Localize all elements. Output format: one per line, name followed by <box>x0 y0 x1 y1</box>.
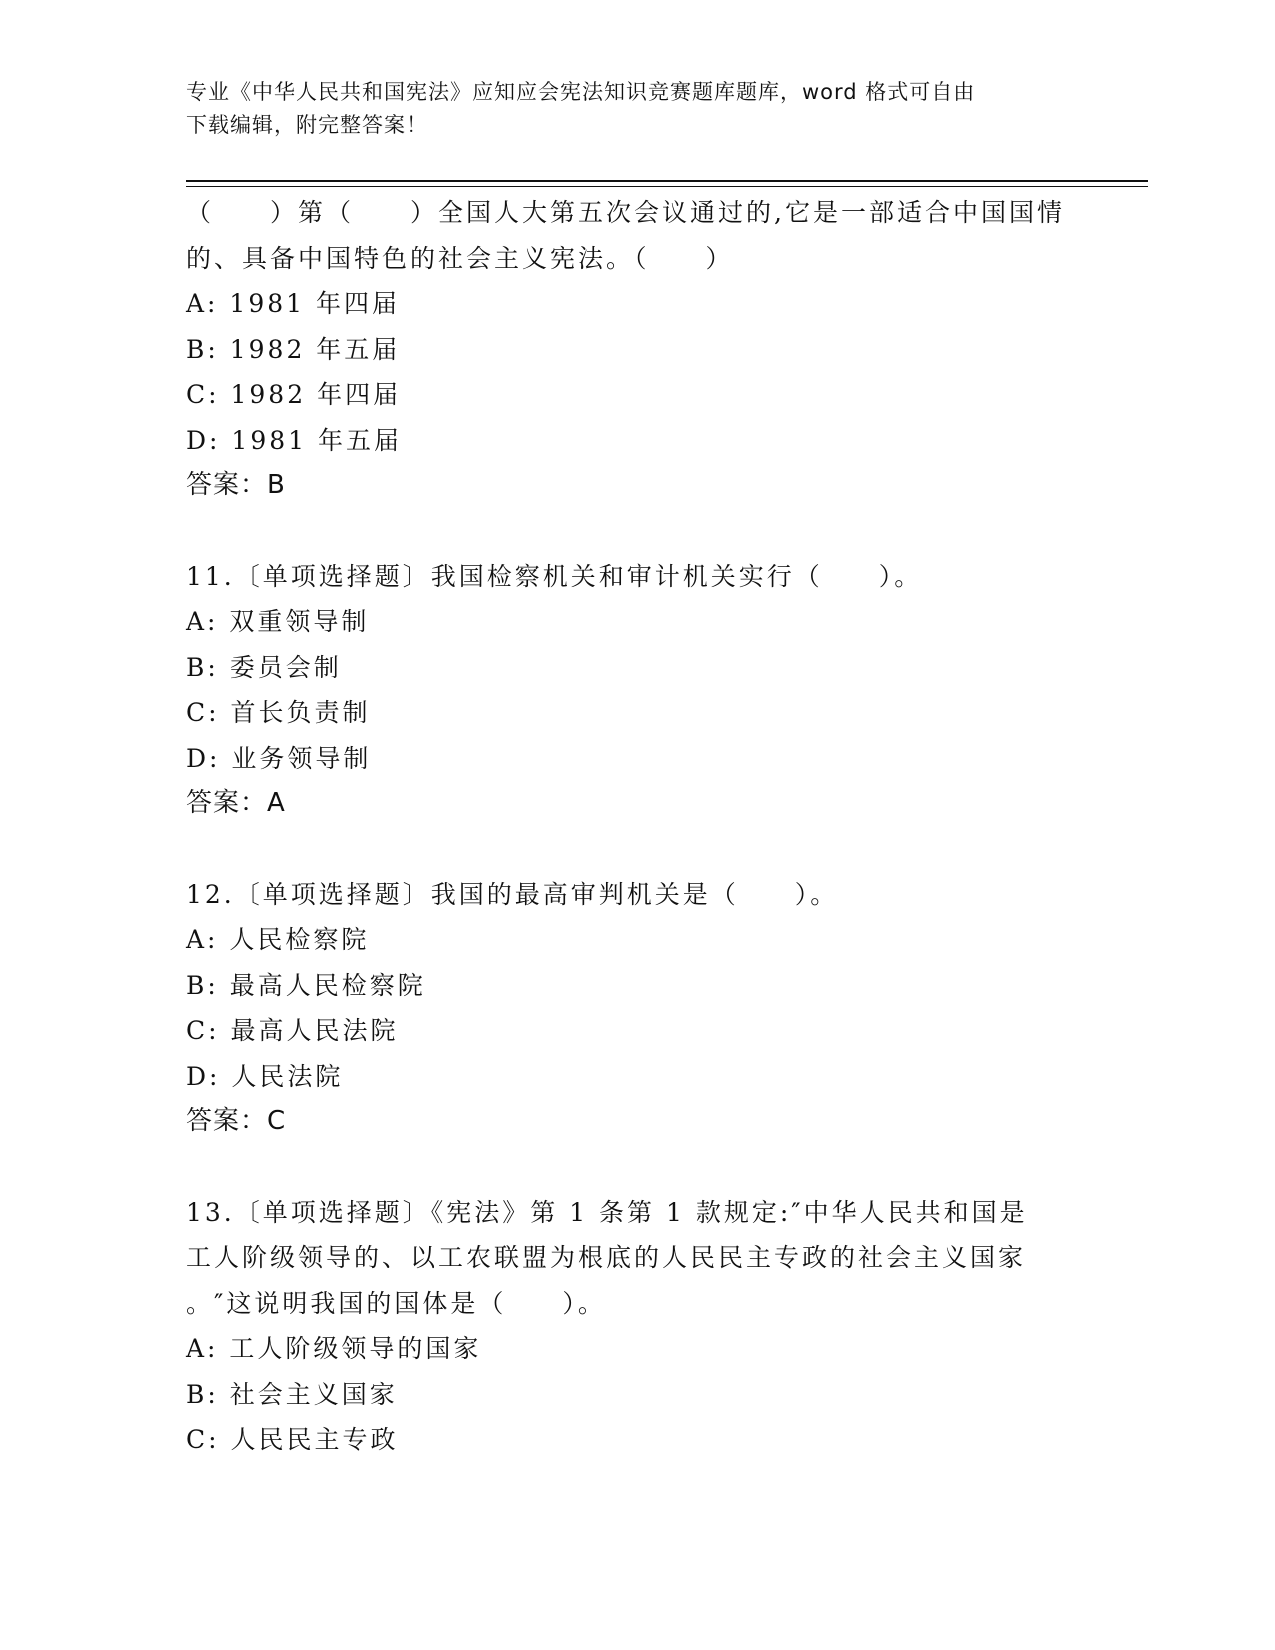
answer-text: 答案：B <box>186 470 286 500</box>
spacer <box>186 1145 1086 1190</box>
option-b: B: 委员会制 <box>186 652 342 682</box>
header-divider-thin <box>186 186 1148 187</box>
option-a: A: 1981 年四届 <box>186 289 400 318</box>
option-d: D: 1981 年五届 <box>186 425 402 455</box>
question-stem: 。″这说明我国的国体是（ ）。 <box>186 1288 606 1318</box>
question-block <box>186 872 1086 1145</box>
option-d: D: 业务领导制 <box>186 743 372 773</box>
answer-text: 答案：A <box>186 788 286 818</box>
answer-text: 答案：C <box>186 1106 287 1136</box>
option-d: D: 人民法院 <box>186 1061 344 1091</box>
question-stem: 的、具备中国特色的社会主义宪法。（ ） <box>186 243 734 273</box>
question-stem: （ ）第（ ）全国人大第五次会议通过的,它是一部适合中国国情 <box>186 198 1065 227</box>
document-header <box>186 76 1066 142</box>
option-b: B: 社会主义国家 <box>186 1379 398 1409</box>
header-divider-thick <box>186 180 1148 182</box>
question-stem: 工人阶级领导的、以工农联盟为根底的人民民主专政的社会主义国家 <box>186 1243 1027 1272</box>
option-a: A: 人民检察院 <box>186 925 370 954</box>
option-c: C: 1982 年四届 <box>186 380 402 409</box>
option-a: A: 双重领导制 <box>186 607 370 636</box>
question-stem: 11.〔单项选择题〕我国检察机关和审计机关实行（ ）。 <box>186 561 923 591</box>
header-line-1: 专业《中华人民共和国宪法》应知应会宪法知识竞赛题库题库，word 格式可自由 <box>186 80 976 104</box>
option-b: B: 1982 年五届 <box>186 334 401 364</box>
option-c: C: 人民民主专政 <box>186 1425 399 1454</box>
option-b: B: 最高人民检察院 <box>186 970 426 1000</box>
option-c: C: 最高人民法院 <box>186 1016 399 1045</box>
question-list <box>186 190 1086 1463</box>
question-block <box>186 190 1086 509</box>
question-block <box>186 1190 1086 1463</box>
question-block <box>186 554 1086 827</box>
question-stem: 12.〔单项选择题〕我国的最高审判机关是（ ）。 <box>186 879 839 909</box>
question-stem: 13.〔单项选择题〕《宪法》第 1 条第 1 款规定:″中华人民共和国是 <box>186 1197 1028 1227</box>
option-a: A: 工人阶级领导的国家 <box>186 1334 482 1363</box>
spacer <box>186 509 1086 554</box>
spacer <box>186 827 1086 872</box>
header-line-2: 下载编辑，附完整答案！ <box>186 113 428 137</box>
option-c: C: 首长负责制 <box>186 698 371 727</box>
